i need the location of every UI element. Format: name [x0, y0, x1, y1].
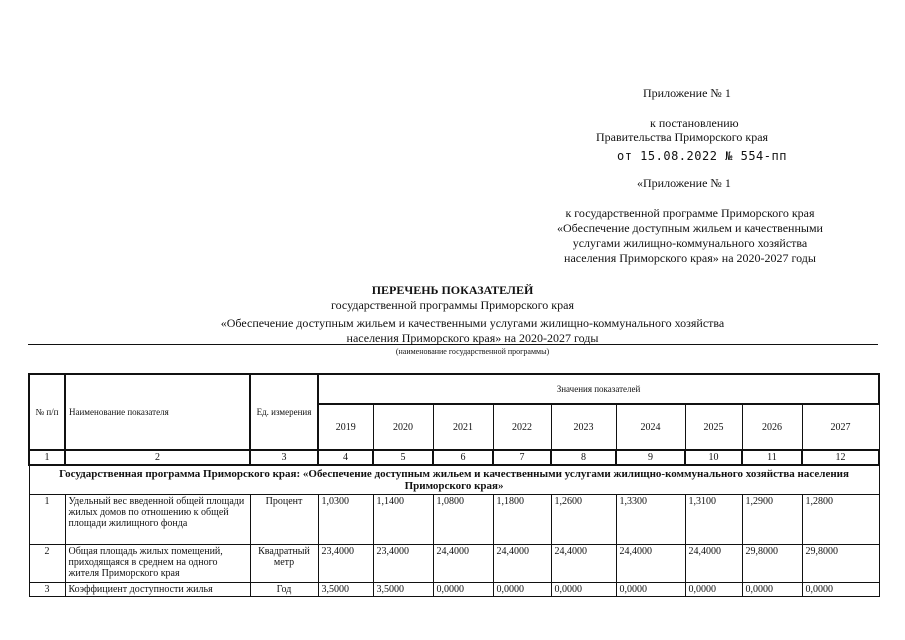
- year-cell: 2024: [616, 404, 685, 450]
- value-cell: 0,0000: [802, 583, 879, 597]
- title-underline: [28, 344, 878, 345]
- value-cell: 1,2900: [742, 495, 802, 545]
- value-cell: 29,8000: [802, 545, 879, 583]
- value-cell: 1,3300: [616, 495, 685, 545]
- column-number: 12: [802, 450, 879, 465]
- indicator-name: Общая площадь жилых помещений, приходящаяся в среднем на одного жителя Приморского края: [65, 545, 250, 583]
- year-cell: 2026: [742, 404, 802, 450]
- column-number: 10: [685, 450, 742, 465]
- appendix-quote: «Приложение № 1: [637, 176, 731, 190]
- program-caption: (наименование государственной программы): [395, 347, 550, 356]
- year-cell: 2020: [373, 404, 433, 450]
- column-number: 6: [433, 450, 493, 465]
- row-number: 2: [29, 545, 65, 583]
- row-number: 1: [29, 495, 65, 545]
- program-line-2: услугами жилищно-коммунального хозяйства: [572, 236, 808, 250]
- value-cell: 1,2600: [551, 495, 616, 545]
- year-cell: 2021: [433, 404, 493, 450]
- year-cell: 2027: [802, 404, 879, 450]
- column-number-row: [29, 450, 879, 465]
- value-cell: 1,0300: [318, 495, 373, 545]
- value-cell: 1,0800: [433, 495, 493, 545]
- list-subtitle: государственной программы Приморского края: [331, 298, 574, 312]
- year-cell: 2022: [493, 404, 551, 450]
- header-unit: Ед. измерения: [250, 374, 318, 450]
- value-cell: 1,2800: [802, 495, 879, 545]
- section-row: [29, 465, 879, 495]
- indicator-name: Удельный вес введенной общей площади жилых домов по отношению к общей площади жилищного фонда: [65, 495, 250, 545]
- column-number: 8: [551, 450, 616, 465]
- program-line-3: населения Приморского края» на 2020-2027 годы: [564, 251, 816, 265]
- indicator-unit: Год: [250, 583, 318, 597]
- column-number: 9: [616, 450, 685, 465]
- value-cell: 29,8000: [742, 545, 802, 583]
- indicator-unit: Квадратный метр: [250, 545, 318, 583]
- header-no: № п/п: [29, 374, 65, 450]
- row-number: 3: [29, 583, 65, 597]
- value-cell: 0,0000: [493, 583, 551, 597]
- year-cell: 2025: [685, 404, 742, 450]
- column-number: 7: [493, 450, 551, 465]
- program-section-title: Государственная программа Приморского края: «Обеспечение доступным жильем и качественными услугами жилищно-коммунального хозяйства населения Приморского края»: [29, 465, 879, 495]
- value-cell: 24,4000: [493, 545, 551, 583]
- value-cell: 0,0000: [742, 583, 802, 597]
- value-cell: 0,0000: [551, 583, 616, 597]
- indicator-name: Коэффициент доступности жилья: [65, 583, 250, 597]
- value-cell: 24,4000: [433, 545, 493, 583]
- column-number: 11: [742, 450, 802, 465]
- indicators-table: [28, 373, 880, 597]
- appendix-label: Приложение № 1: [643, 86, 731, 100]
- column-number: 5: [373, 450, 433, 465]
- value-cell: 1,3100: [685, 495, 742, 545]
- header-name: Наименование показателя: [65, 374, 250, 450]
- table-header-row: [29, 374, 879, 404]
- table-row: [29, 545, 879, 583]
- value-cell: 24,4000: [616, 545, 685, 583]
- value-cell: 1,1400: [373, 495, 433, 545]
- government-name: Правительства Приморского края: [596, 130, 769, 144]
- column-number: 2: [65, 450, 250, 465]
- table-row: [29, 583, 879, 597]
- value-cell: 3,5000: [373, 583, 433, 597]
- value-cell: 3,5000: [318, 583, 373, 597]
- program-title-line-2: населения Приморского края» на 2020-2027 годы: [346, 331, 599, 345]
- program-title-line-1: «Обеспечение доступным жильем и качественными услугами жилищно-коммунального хозяйства: [220, 316, 725, 330]
- value-cell: 23,4000: [318, 545, 373, 583]
- year-cell: 2023: [551, 404, 616, 450]
- value-cell: 23,4000: [373, 545, 433, 583]
- indicator-unit: Процент: [250, 495, 318, 545]
- list-title: ПЕРЕЧЕНЬ ПОКАЗАТЕЛЕЙ: [371, 283, 534, 297]
- value-cell: 0,0000: [685, 583, 742, 597]
- column-number: 1: [29, 450, 65, 465]
- value-cell: 0,0000: [616, 583, 685, 597]
- value-cell: 1,1800: [493, 495, 551, 545]
- to-resolution: к постановлению: [650, 116, 739, 130]
- value-cell: 24,4000: [685, 545, 742, 583]
- header-values: Значения показателей: [318, 374, 879, 404]
- value-cell: 24,4000: [551, 545, 616, 583]
- to-program: к государственной программе Приморского края: [565, 206, 815, 220]
- column-number: 3: [250, 450, 318, 465]
- column-number: 4: [318, 450, 373, 465]
- year-cell: 2019: [318, 404, 373, 450]
- resolution-date-number: от 15.08.2022 № 554-пп: [617, 149, 787, 163]
- table-row: [29, 495, 879, 545]
- program-line-1: «Обеспечение доступным жильем и качественными: [557, 221, 823, 235]
- value-cell: 0,0000: [433, 583, 493, 597]
